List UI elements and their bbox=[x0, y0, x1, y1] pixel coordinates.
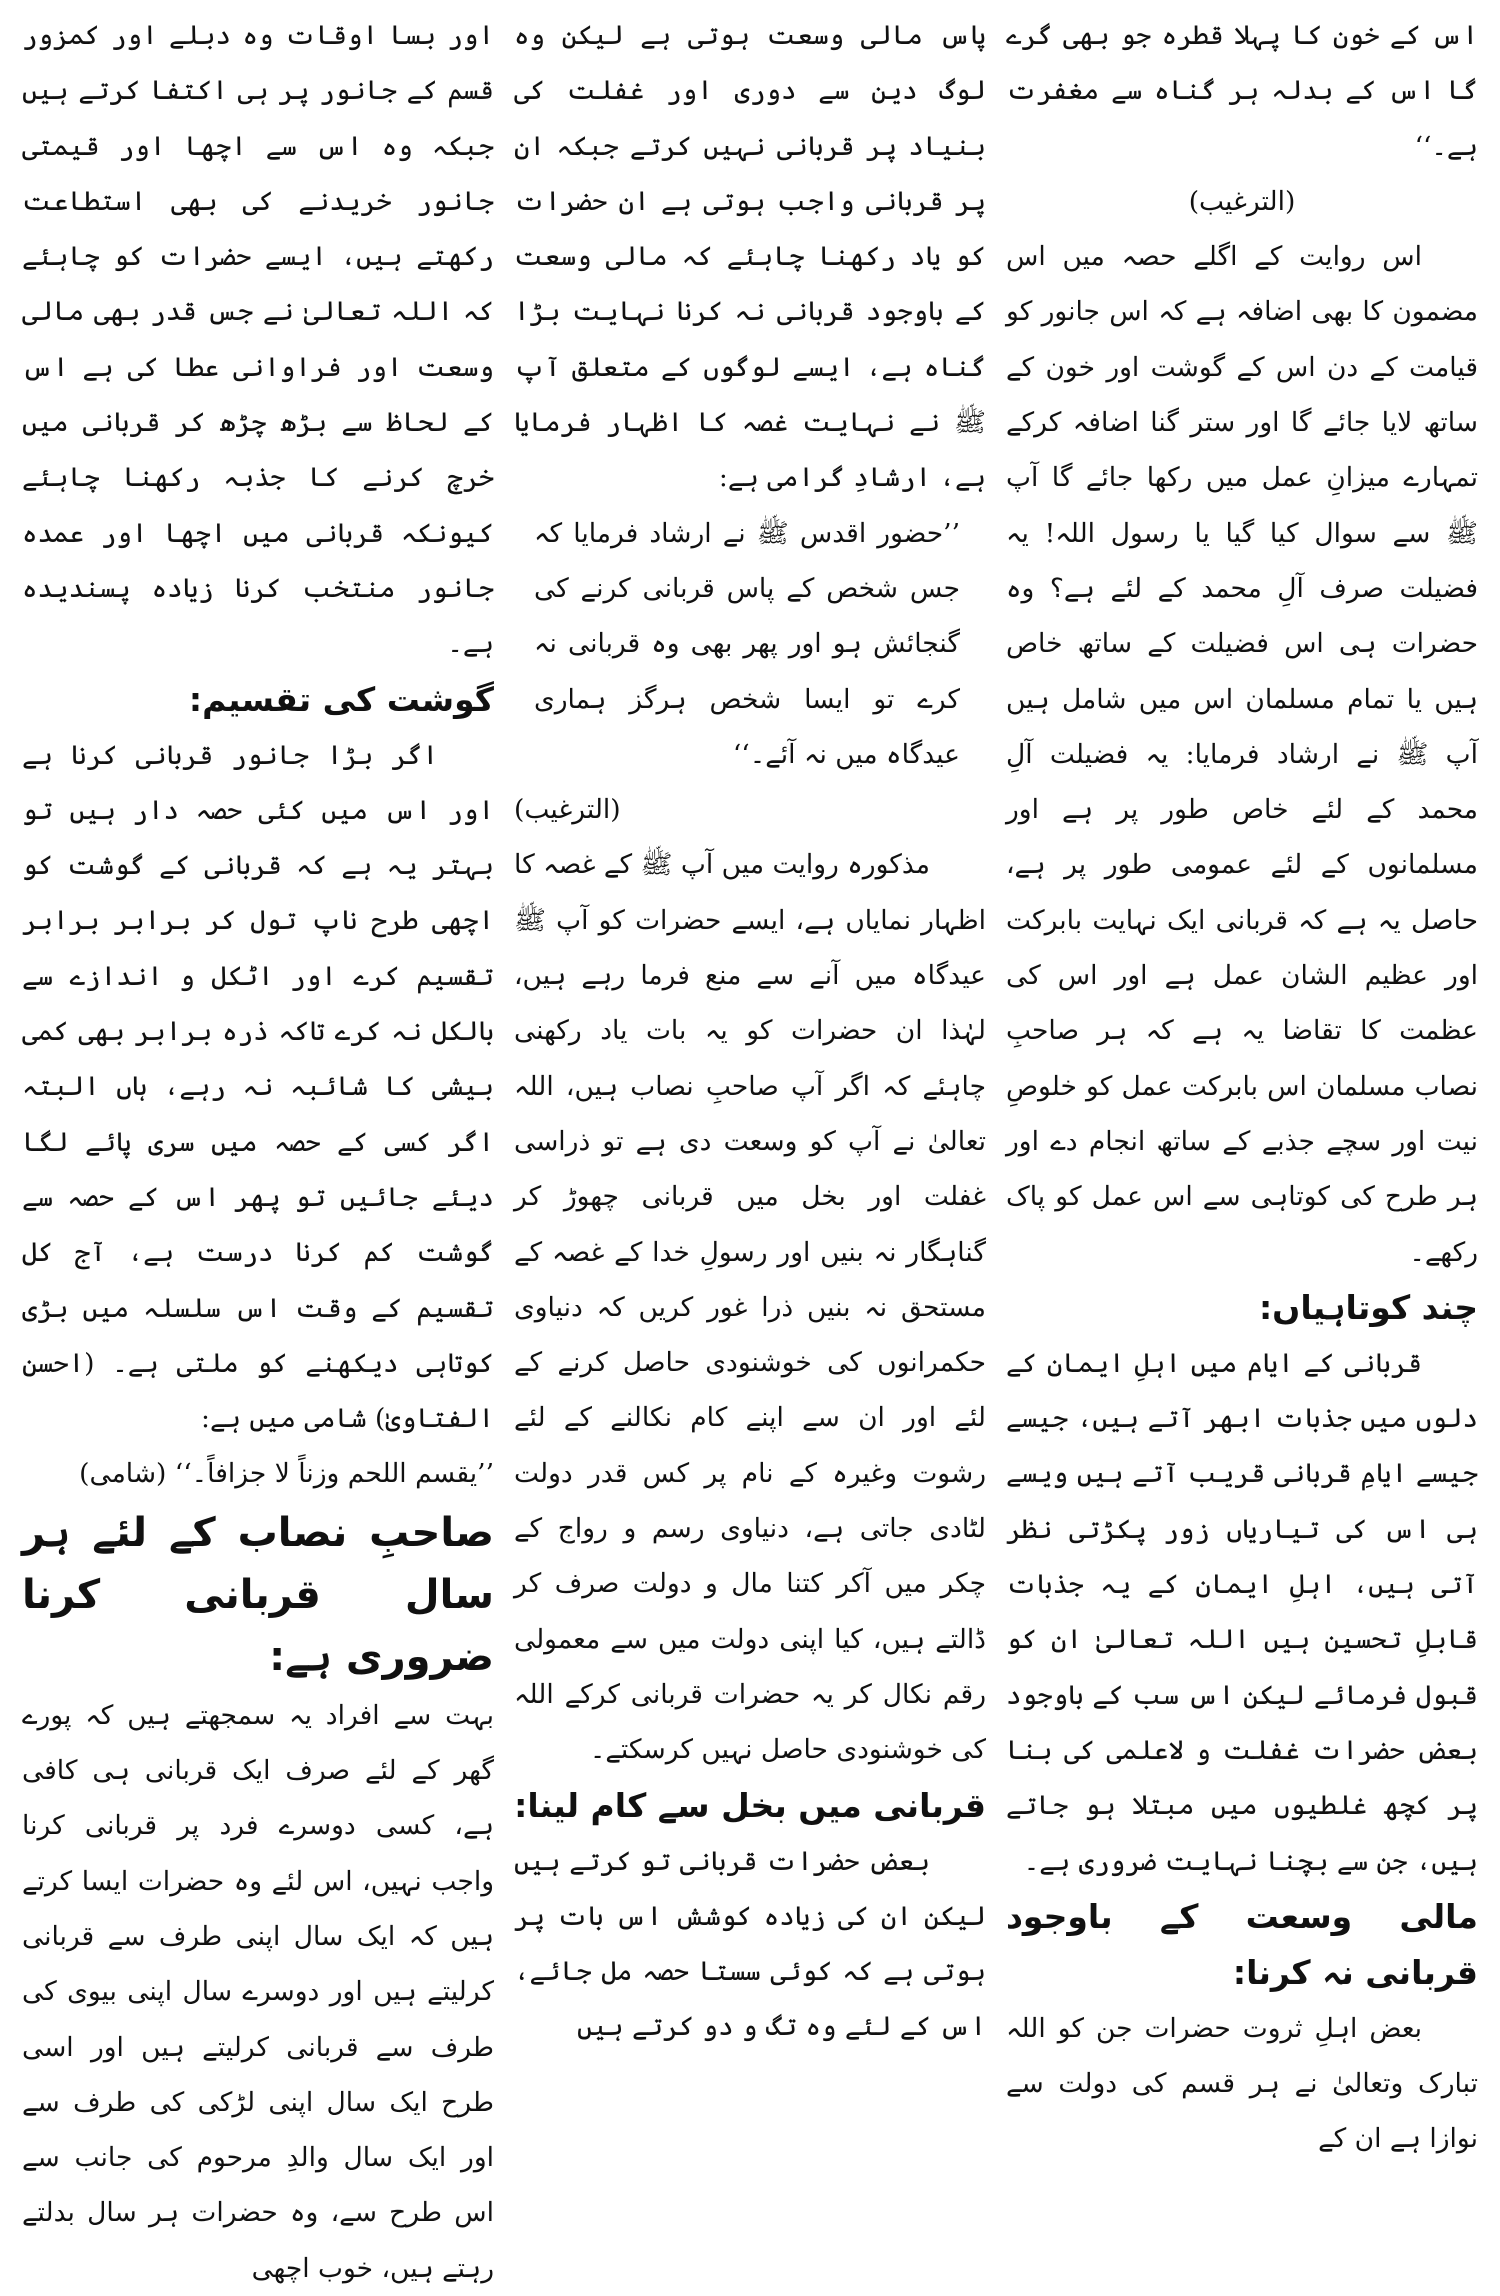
section-heading: چند کوتاہیاں: bbox=[1258, 1287, 1478, 1327]
paragraph: اور بسا اوقات وہ دبلے اور کمزور قسم کے جانور پر ہی اکتفا کرتے ہیں جبکہ وہ اس سے اچھا اور قیمتی جانور خریدنے کی بھی استطاعت رکھتے ہیں، ایسے حضرات کو چاہئے کہ اللہ تعالیٰ نے جس قدر بھی مالی وسعت اور فراوانی عطا کی ہے اس کے لحاظ سے بڑھ چڑھ کر قربانی میں خرچ کرنے کا جذبہ رکھنا چاہئے کیونکہ قربانی میں اچھا اور عمدہ جانور منتخب کرنا زیادہ پسندیدہ ہے۔ bbox=[22, 20, 494, 660]
reference-citation: (الترغیب) bbox=[514, 794, 621, 826]
column-left bbox=[22, 8, 494, 2284]
paragraph: مذکورہ روایت میں آپ ﷺ کے غصہ کا اظہار نمایاں ہے، ایسے حضرات کو آپ ﷺ عیدگاہ میں آنے سے منع فرما رہے ہیں، لہٰذا ان حضرات کو یہ بات یاد رکھنی چاہئے کہ اگر آپ صاحبِ نصاب ہیں، اللہ تعالیٰ نے آپ کو وسعت دی ہے تو ذراسی غفلت اور بخل میں قربانی چھوڑ کر گناہگار نہ بنیں اور رسولِ خدا کے غصہ کے مستحق نہ بنیں ذرا غور کریں کہ دنیاوی حکمرانوں کی خوشنودی حاصل کرنے کے لئے اور ان سے اپنے کام نکالنے کے لئے رشوت وغیرہ کے نام پر کس قدر دولت لٹادی جاتی ہے، دنیاوی رسم و رواج کے چکر میں آکر کتنا مال و دولت صرف کر ڈالتے ہیں، کیا اپنی دولت میں سے معمولی رقم نکال کر یہ حضرات قربانی کرکے اللہ کی خوشنودی حاصل نہیں کرسکتے۔ bbox=[514, 849, 986, 1766]
paragraph: اس روایت کے اگلے حصہ میں اس مضمون کا بھی اضافہ ہے کہ اس جانور کو قیامت کے دن اس کے گوشت اور خون کے ساتھ لایا جائے گا اور ستر گنا اضافہ کرکے تمہارے میزانِ عمل میں رکھا جائے گا آپ ﷺ سے سوال کیا گیا یا رسول اللہ! یہ فضیلت صرف آلِ محمد کے لئے ہے؟ وہ حضرات ہی اس فضیلت کے ساتھ خاص ہیں یا تمام مسلمان اس میں شامل ہیں آپ ﷺ نے ارشاد فرمایا: یہ فضیلت آلِ محمد کے لئے خاص طور پر ہے اور مسلمانوں کے لئے عمومی طور پر ہے، حاصل یہ ہے کہ قربانی ایک نہایت بابرکت اور عظیم الشان عمل ہے اور اس کی عظمت کا تقاضا یہ ہے کہ ہر صاحبِ نصاب مسلمان اس بابرکت عمل کو خلوصِ نیت اور سچے جذبے کے ساتھ انجام دے اور ہر طرح کی کوتاہی سے اس عمل کو پاک رکھے۔ bbox=[1006, 241, 1478, 1268]
paragraph: بعض حضرات قربانی تو کرتے ہیں لیکن ان کی زیادہ کوشش اس بات پر ہوتی ہے کہ کوئی سستا حصہ مل جائے، اس کے لئے وہ تگ و دو کرتے ہیں bbox=[514, 1845, 986, 2043]
section-heading: صاحبِ نصاب کے لئے ہر سال قربانی کرنا ضروری ہے: bbox=[22, 1509, 494, 1680]
reference-citation: (الترغیب) bbox=[1188, 185, 1296, 217]
paragraph: قربانی کے ایام میں اہلِ ایمان کے دلوں میں جذبات ابھر آتے ہیں، جیسے جیسے ایامِ قربانی قریب آتے ہیں ویسے ہی اس کی تیاریاں زور پکڑتی نظر آتی ہیں، اہلِ ایمان کے یہ جذبات قابلِ تحسین ہیں اللہ تعالیٰ ان کو قبول فرمائے لیکن اس سب کے باوجود بعض حضرات غفلت و لاعلمی کی بنا پر کچھ غلطیوں میں مبتلا ہو جاتے ہیں، جن سے بچنا نہایت ضروری ہے۔ bbox=[1006, 1347, 1478, 1877]
arabic-quote: ’’یقسم اللحم وزناً لا جزافاً۔‘‘ (شامی) bbox=[79, 1458, 494, 1490]
section-heading: مالی وسعت کے باوجود قربانی نہ کرنا: bbox=[1006, 1896, 1478, 1992]
column-right bbox=[1006, 8, 1478, 2198]
section-heading: گوشت کی تقسیم: bbox=[188, 679, 494, 719]
paragraph: اگر بڑا جانور قربانی کرنا ہے اور اس میں کئی حصہ دار ہیں تو بہتر یہ ہے کہ قربانی کے گوشت کو اچھی طرح ناپ تول کر برابر برابر تقسیم کرے اور اٹکل و اندازے سے بالکل نہ کرے تاکہ ذرہ برابر بھی کمی بیشی کا شائبہ نہ رہے، ہاں البتہ اگر کسی کے حصہ میں سری پائے لگا دیئے جائیں تو پھر اس کے حصہ سے گوشت کم کرنا درست ہے، آج کل تقسیم کے وقت اس سلسلہ میں بڑی کوتاہی دیکھنے کو ملتی ہے۔ (احسن الفتاویٰ) شامی میں ہے: bbox=[22, 739, 494, 1435]
hadith-quote: ’’حضور اقدس ﷺ نے ارشاد فرمایا کہ جس شخص کے پاس قربانی کرنے کی گنجائش ہو اور پھر بھی وہ قربانی نہ کرے تو ایسا شخص ہرگز ہماری عیدگاہ میں نہ آئے۔‘‘ bbox=[534, 517, 960, 770]
column-middle bbox=[514, 8, 986, 2198]
paragraph: بعض اہلِ ثروت حضرات جن کو اللہ تبارک وتعالیٰ نے ہر قسم کی دولت سے نوازا ہے ان کے bbox=[1006, 2012, 1478, 2155]
paragraph: بہت سے افراد یہ سمجھتے ہیں کہ پورے گھر کے لئے صرف ایک قربانی ہی کافی ہے، کسی دوسرے فرد پر قربانی کرنا واجب نہیں، اس لئے وہ حضرات ایسا کرتے ہیں کہ ایک سال اپنی طرف سے قربانی کرلیتے ہیں اور دوسرے سال اپنی بیوی کی طرف سے قربانی کرلیتے ہیں اور اسی طرح ایک سال اپنی لڑکی کی طرف سے اور ایک سال والدِ مرحوم کی جانب سے اس طرح سے، وہ حضرات ہر سال بدلتے رہتے ہیں، خوب اچھی bbox=[22, 1699, 494, 2284]
paragraph: اس کے خون کا پہلا قطرہ جو بھی گرے گا اس کے بدلہ ہر گناہ سے مغفرت ہے۔‘‘ bbox=[1006, 20, 1478, 162]
paragraph: پاس مالی وسعت ہوتی ہے لیکن وہ لوگ دین سے دوری اور غفلت کی بنیاد پر قربانی نہیں کرتے جبکہ ان پر قربانی واجب ہوتی ہے ان حضرات کو یاد رکھنا چاہئے کہ مالی وسعت کے باوجود قربانی نہ کرنا نہایت بڑا گناہ ہے، ایسے لوگوں کے متعلق آپ ﷺ نے نہایت غصہ کا اظہار فرمایا ہے، ارشادِ گرامی ہے: bbox=[514, 20, 986, 494]
section-heading: قربانی میں بخل سے کام لینا: bbox=[514, 1785, 986, 1825]
